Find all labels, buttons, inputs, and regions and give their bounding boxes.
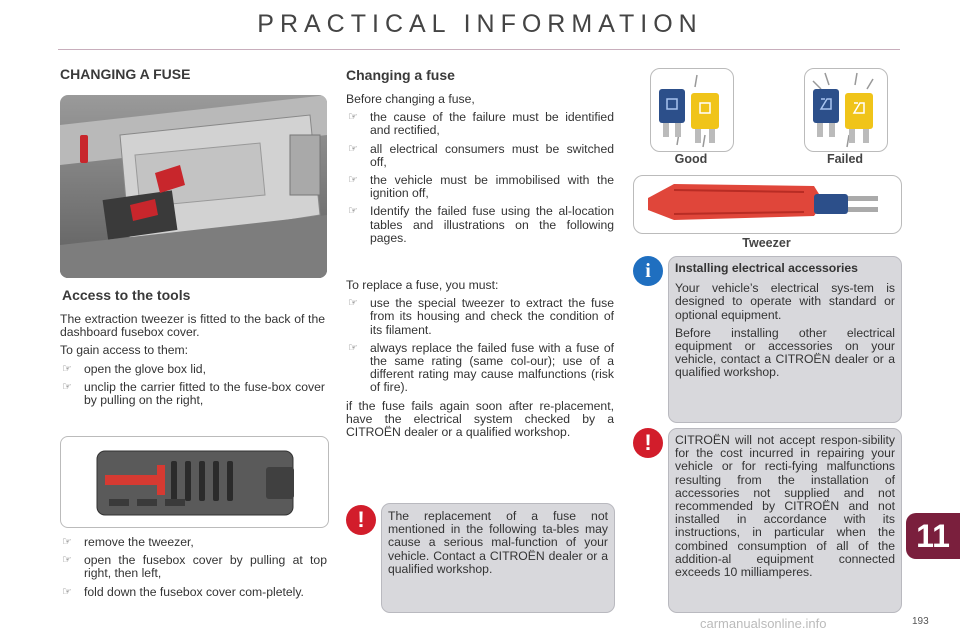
- tweezer-image: [633, 175, 902, 234]
- list-item: ☞ Identify the failed fuse using the al-location tables and illustrations on the following pages.: [348, 204, 614, 245]
- list-item: ☞ all electrical consumers must be switched off,: [348, 141, 614, 169]
- pointing-hand-icon: ☞: [348, 341, 358, 354]
- list-item: ☞ unclip the carrier fitted to the fuse-box cover by pulling on the right,: [62, 379, 325, 408]
- access-tools-subtitle: Access to the tools: [62, 287, 191, 303]
- tweezer-carrier-photo: [60, 436, 329, 528]
- bullet-list: [346, 111, 614, 245]
- bullet-list: [60, 363, 325, 408]
- list-item: ☞ open the glove box lid,: [62, 361, 206, 376]
- info-paragraph-1: Your vehicle’s electrical sys-tem is designed to operate with standard or optional equipment.: [675, 281, 895, 322]
- page-title: PRACTICAL INFORMATION: [257, 10, 703, 38]
- intro-paragraph: The extraction tweezer is fitted to the back of the dashboard fusebox cover.: [60, 312, 325, 340]
- list-item: ☞ open the fusebox cover by pulling at top right, then left,: [62, 553, 327, 581]
- good-label: Good: [674, 152, 708, 166]
- pointing-hand-icon: ☞: [62, 362, 72, 375]
- glovebox-photo: [60, 95, 327, 278]
- good-fuse-image: [650, 68, 734, 152]
- warning-icon: !: [346, 505, 376, 535]
- replace-paragraph: To replace a fuse, you must:: [346, 278, 499, 292]
- pointing-hand-icon: ☞: [62, 536, 72, 548]
- tweezer-label: Tweezer: [742, 236, 791, 250]
- list-item: ☞ the vehicle must be immobilised with the ignition off,: [348, 173, 614, 201]
- info-icon: i: [633, 256, 663, 286]
- info-paragraph-2: Before installing other electrical equipment or accessories on your vehicle, contact a CITROËN dealer or a qualified workshop.: [675, 325, 895, 380]
- before-changing-text: [346, 93, 614, 250]
- pointing-hand-icon: ☞: [348, 174, 358, 187]
- page-number: 193: [912, 616, 929, 627]
- bullet-list: [60, 536, 327, 599]
- pointing-hand-icon: ☞: [62, 554, 72, 567]
- list-item: ☞ use the special tweezer to extract the fuse from its housing and check the condition of its filament.: [348, 296, 614, 337]
- header-divider: [58, 49, 900, 50]
- before-paragraph: Before changing a fuse,: [346, 92, 475, 106]
- changing-fuse-subtitle: Changing a fuse: [346, 67, 455, 83]
- failed-fuse-image: [804, 68, 888, 152]
- list-item: ☞ remove the tweezer,: [62, 535, 194, 549]
- info-title: Installing electrical accessories: [675, 261, 858, 275]
- list-item: ☞ fold down the fusebox cover com-pletely.: [62, 584, 304, 599]
- bullet-list: [346, 297, 614, 394]
- tools-steps: [60, 536, 327, 604]
- watermark: carmanualsonline.info: [700, 616, 827, 631]
- warning-icon: !: [633, 428, 663, 458]
- intro-paragraph-2: To gain access to them:: [60, 343, 189, 358]
- pointing-hand-icon: ☞: [348, 297, 358, 310]
- pointing-hand-icon: ☞: [348, 205, 358, 218]
- replace-fuse-text: [346, 279, 614, 444]
- failed-label: Failed: [826, 152, 864, 166]
- pointing-hand-icon: ☞: [62, 585, 72, 598]
- chapter-tab: 11: [906, 513, 960, 559]
- access-tools-text: [60, 313, 325, 412]
- list-item: ☞ always replace the failed fuse with a fuse of the same rating (same col-our); use of a different rating may cause malfunctions (risk of fire).: [348, 340, 614, 395]
- after-paragraph: if the fuse fails again soon after re-placement, have the electrical system checked by a CITROËN dealer or a qualified workshop.: [346, 398, 614, 440]
- warning-text-fuse: The replacement of a fuse not mentioned in the following ta-bles may cause a serious mal-function of your vehicle. Contact a CITROËN dealer or a qualified workshop.: [388, 509, 608, 576]
- section-title: CHANGING A FUSE: [60, 66, 191, 82]
- pointing-hand-icon: ☞: [348, 142, 358, 155]
- warning-text-accessories: CITROËN will not accept respon-sibility for the cost incurred in repairing your vehicle or for recti-fying malfunctions resulting from the installation of accessories not supplied and not recommended by CITROËN and not installed in accordance with its instructions, in particular when the combined consumption of all of the addition-al equipment connected exceeds 10 milliamperes.: [675, 433, 895, 580]
- pointing-hand-icon: ☞: [348, 111, 358, 124]
- pointing-hand-icon: ☞: [62, 380, 72, 393]
- list-item: ☞ the cause of the failure must be identified and rectified,: [348, 110, 614, 138]
- info-text-accessories: [675, 262, 895, 385]
